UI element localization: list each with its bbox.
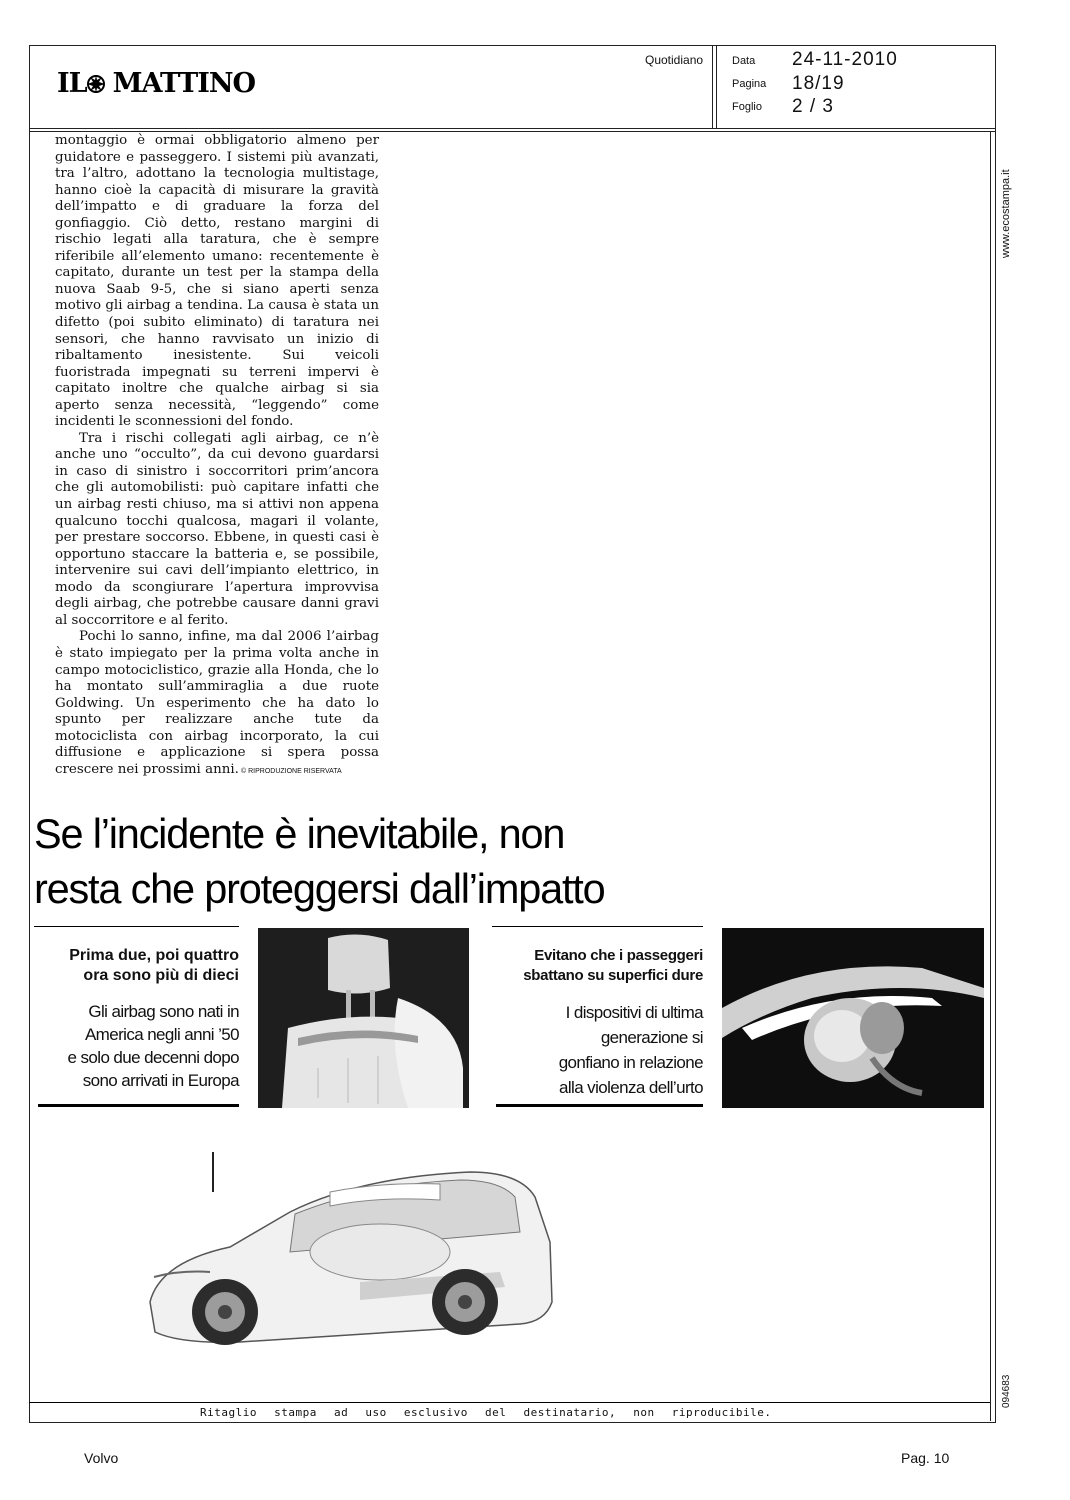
footer-notice: Ritaglio stampa ad uso esclusivo del destinatario, non riproducibile.: [200, 1406, 772, 1419]
car-airbags-illustration: [140, 1152, 560, 1377]
box2-body: [492, 1000, 703, 1100]
box1-body-line-4: sono arrivati in Europa: [82, 1071, 239, 1090]
article-paragraph-2: Tra i rischi collegati agli airbag, ce n’è anche uno “occulto”, da cui devono guardarsi in caso di sinistro i soccorritori prim’ancora che gli automobilisti: può capitare infatti che un airbag resti chiuso, ma si attivi non appena qualcuno tocchi qualcosa, magari il volante, per prestare soccorso. Ebbene, in questi casi è opportuno staccare la batteria e, se possibile, intervenire sui cavi dell’impianto elettrico, in modo da scongiurare l’apertura improvvisa degli airbag, che potrebbe causare danni gravi al soccorritore e al ferito.: [55, 430, 379, 628]
side-code: 094683: [1001, 1374, 1012, 1408]
box1-bottom-rule: [38, 1104, 239, 1107]
logo-text-right: MATTINO: [112, 68, 256, 99]
headline-line-2: resta che proteggersi dall’impatto: [34, 865, 605, 912]
copyright-note: © RIPRODUZIONE RISERVATA: [241, 768, 342, 775]
header-rule-double: [29, 131, 996, 132]
box2-body-line-2: generazione si: [600, 1028, 703, 1047]
box2-top-rule: [492, 926, 703, 927]
headline: [34, 806, 734, 916]
box1-body-line-1: Gli airbag sono nati in: [88, 1002, 239, 1021]
box2-subtitle: [492, 946, 703, 986]
driver-airbag-photo: [722, 928, 984, 1108]
header-divider-double: [716, 45, 717, 128]
footer-rule: [29, 1402, 990, 1403]
sheet-value: 2 / 3: [792, 96, 834, 117]
footer-page-number: Pag. 10: [901, 1450, 950, 1466]
article-paragraph-3: Pochi lo sanno, infine, ma dal 2006 l’airbag è stato impiegato per la prima volta anche in campo motociclistico, grazie alla Honda, che lo ha montato sull’ammiraglia a due ruote Goldwing. Un esperimento che ha dato lo spunto per realizzare anche tute da motociclista con airbag incorporato, la cui diffusione e applicazione si spera possa crescere nei prossimi anni.: [55, 629, 379, 777]
sheet-label: Foglio: [732, 101, 762, 113]
page-label: Pagina: [732, 78, 767, 90]
side-url: www.ecostampa.it: [1000, 169, 1012, 258]
box2-subtitle-line-1: Evitano che i passeggeri: [534, 947, 703, 964]
headline-line-1: Se l’incidente è inevitabile, non: [34, 810, 565, 857]
box2-subtitle-line-2: sbattano su superfici dure: [523, 967, 703, 984]
date-value: 24-11-2010: [792, 49, 898, 70]
box1-body-line-3: e solo due decenni dopo: [67, 1048, 239, 1067]
page-value: 18/19: [792, 73, 845, 94]
box2-body-line-1: I dispositivi di ultima: [565, 1003, 703, 1022]
date-label: Data: [732, 55, 756, 67]
rooster-emblem-icon: [84, 72, 108, 96]
side-margin-line: [990, 132, 991, 1421]
box1-subtitle: [34, 946, 239, 986]
header-divider: [712, 45, 713, 128]
box1-body: [34, 1000, 239, 1092]
box1-top-rule: [34, 926, 239, 927]
seat-airbag-photo: [258, 928, 469, 1108]
box2-body-line-3: gonfiano in relazione: [558, 1053, 703, 1072]
logo-text-left: IL: [57, 68, 87, 99]
box2-bottom-rule: [496, 1104, 703, 1107]
publication-type: Quotidiano: [645, 53, 704, 67]
box1-subtitle-line-2: ora sono più di dieci: [83, 967, 239, 984]
box2-body-line-4: alla violenza dell’urto: [558, 1078, 703, 1097]
article-column: [55, 133, 379, 778]
box1-subtitle-line-1: Prima due, poi quattro: [69, 947, 239, 964]
article-paragraph-1: montaggio è ormai obbligatorio almeno per guidatore e passeggero. I sistemi più avanzati, tra l’altro, adottano la tecnologia multistage, hanno cioè la capacità di misurare la gravità dell’impatto e di graduare la forza del gonfiaggio. Ciò detto, restano margini di rischio legati alla taratura, che è sempre riferibile all’elemento umano: recentemente è capitato, durante un test per la stampa della nuova Saab 9-5, che si siano aperti senza motivo gli airbag a tendina. La causa è stata un difetto (poi subito eliminato) di taratura nei sensori, che hanno ravvisato un inizio di ribaltamento inesistente. Sui veicoli fuoristrada impegnati su terreni impervi è capitato inoltre che qualche airbag si sia aperto senza necessità, “leggendo” come incidenti le sconnessioni del fondo.: [55, 133, 379, 430]
header-rule: [29, 128, 996, 129]
footer-client: Volvo: [84, 1450, 119, 1466]
box1-body-line-2: America negli anni ’50: [84, 1025, 239, 1044]
